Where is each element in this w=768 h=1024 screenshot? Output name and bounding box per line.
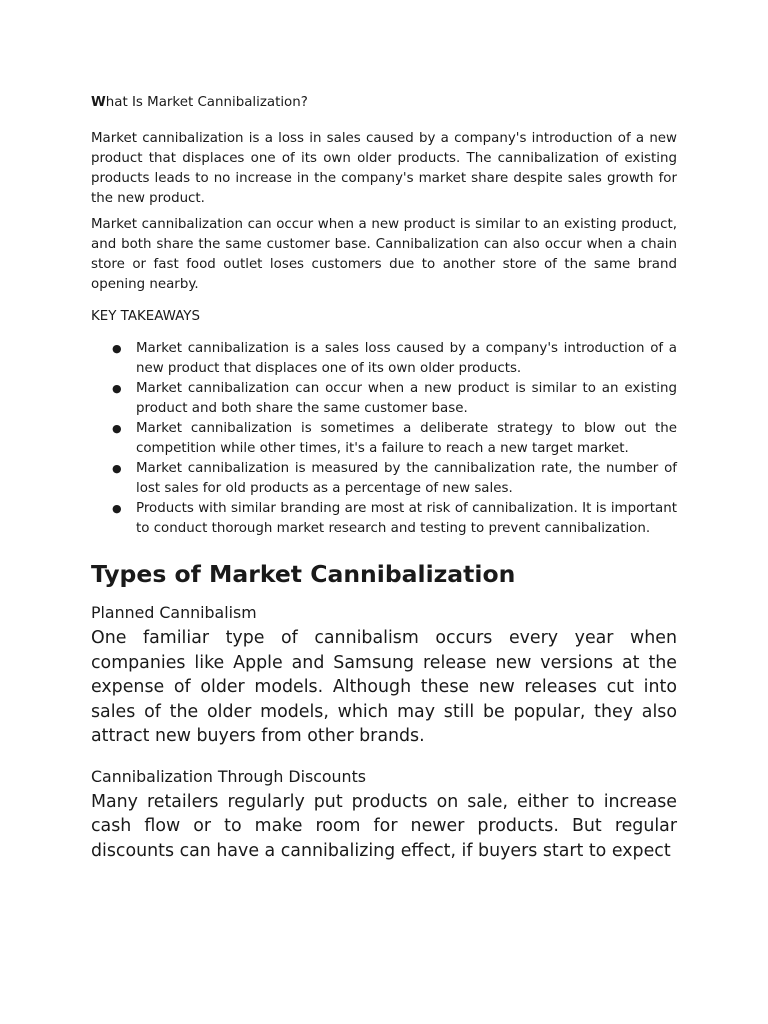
document-title — [91, 93, 677, 113]
list-item-text: Market cannibalization is sometimes a deliberate strategy to blow out the competition while other times, it's a failure to reach a new target market. — [136, 421, 677, 456]
list-item-text: Market cannibalization can occur when a new product is similar to an existing product and both share the same customer base. — [136, 381, 677, 416]
title-first-letter: W — [91, 95, 106, 110]
list-item — [112, 459, 677, 499]
bullet-icon: ● — [112, 422, 122, 435]
list-item — [112, 419, 677, 459]
bullet-icon: ● — [112, 462, 122, 475]
intro-paragraph: Market cannibalization can occur when a new product is similar to an existing product, and both share the same customer base. Cannibalization can also occur when a chain store or fast food outlet loses customers due to another store of the same brand opening nearby. — [91, 217, 677, 292]
list-item — [112, 499, 677, 539]
subsection-paragraph: Many retailers regularly put products on sale, either to increase cash flow or to make room for newer products. But regular discounts can have a cannibalizing effect, if buyers start to expect — [91, 791, 677, 861]
section-heading: Types of Market Cannibalization — [91, 560, 516, 588]
bullet-icon: ● — [112, 382, 122, 395]
title-rest: hat Is Market Cannibalization? — [105, 95, 308, 110]
intro-paragraph: Market cannibalization is a loss in sales caused by a company's introduction of a new product that displaces one of its own older products. The cannibalization of existing products leads to no increase in the company's market share despite sales growth for the new product. — [91, 131, 677, 206]
key-takeaways-heading: KEY TAKEAWAYS — [91, 309, 200, 324]
subsection-heading: Cannibalization Through Discounts — [91, 766, 366, 786]
list-item — [112, 379, 677, 419]
key-takeaways-list — [91, 339, 677, 539]
list-item-text: Products with similar branding are most at risk of cannibalization. It is important to conduct thorough market research and testing to prevent cannibalization. — [136, 501, 677, 536]
list-item-text: Market cannibalization is measured by the cannibalization rate, the number of lost sales for old products as a percentage of new sales. — [136, 461, 677, 496]
bullet-icon: ● — [112, 342, 122, 355]
subsection-heading: Planned Cannibalism — [91, 603, 257, 622]
subsection-paragraph: One familiar type of cannibalism occurs every year when companies like Apple and Samsung release new versions at the expense of older models. Although these new releases cut into sales of the older models, which may still be popular, they also attract new buyers from other brands. — [91, 628, 677, 746]
list-item-text: Market cannibalization is a sales loss caused by a company's introduction of a new product that displaces one of its own older products. — [136, 341, 677, 376]
bullet-icon: ● — [112, 502, 122, 515]
list-item — [112, 339, 677, 379]
document-page — [91, 93, 677, 881]
